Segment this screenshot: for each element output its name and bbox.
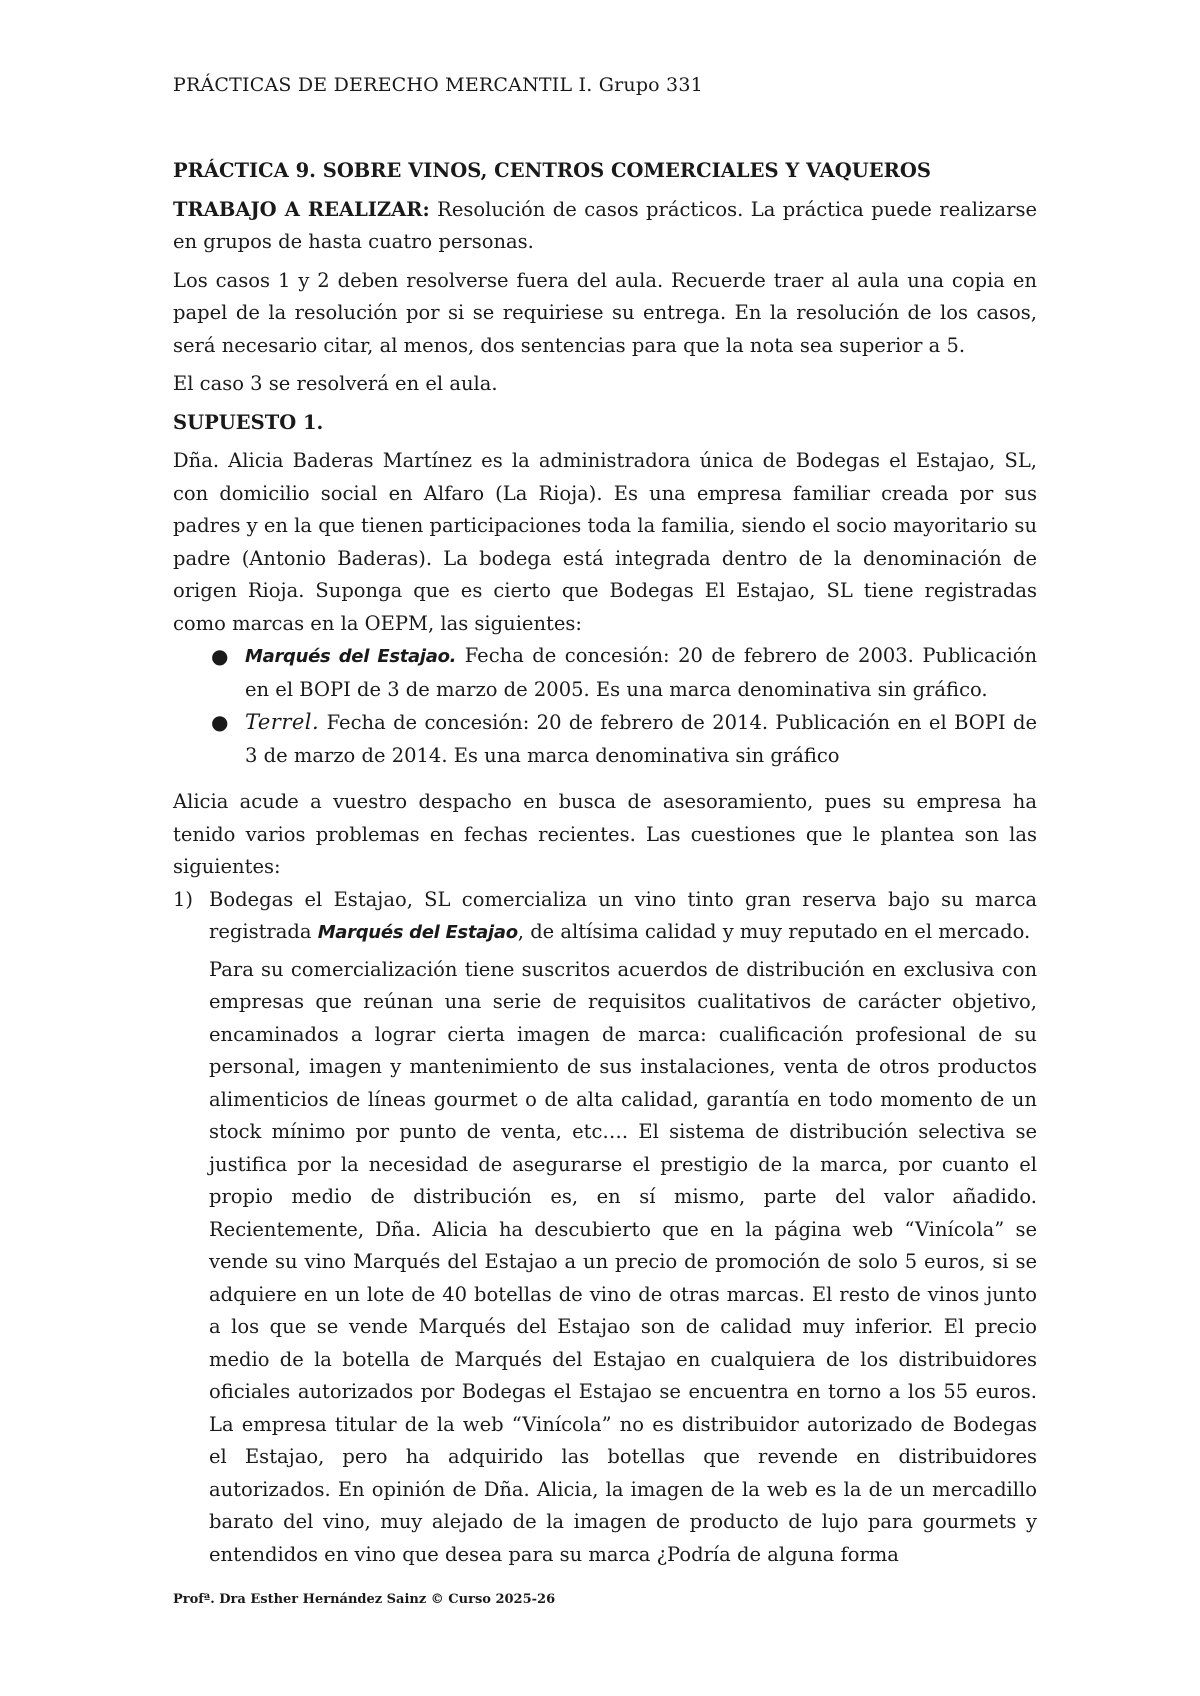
document-body (173, 155, 1037, 1575)
practice-title: PRÁCTICA 9. SOBRE VINOS, CENTROS COMERCIALES Y VAQUEROS (173, 159, 931, 182)
question-paragraph-1 (209, 884, 1037, 950)
question-number: 1) (173, 887, 194, 911)
work-paragraph (173, 194, 1037, 259)
trademark-list (173, 640, 1037, 772)
bullet-icon: ● (211, 644, 229, 668)
brand-name: Marqués del Estajao (317, 922, 518, 943)
question-text-before: Bodegas el Estajao, SL comercializa un vino tinto gran reserva bajo su marca registrada (209, 887, 1037, 943)
question-paragraph-2: Para su comercialización tiene suscritos acuerdos de distribución en exclusiva con empresas que reúnan una serie de requisitos cualitativos de carácter objetivo, encaminados a lograr cierta imagen de marca: cualificación profesional de su personal, imagen y mantenimiento de sus instalaciones, venta de otros productos alimenticios de líneas gourmet o de alta calidad, garantía en todo momento de un stock mínimo por punto de venta, etc…. El sistema de distribución selectiva se justifica por la necesidad de asegurarse el prestigio de la marca, por cuanto el propio medio de distribución es, en sí mismo, parte del valor añadido. Recientemente, Dña. Alicia ha descubierto que en la página web “Vinícola” se vende su vino Marqués del Estajao a un precio de promoción de solo 5 euros, si se adquiere en un lote de 40 botellas de vino de otras marcas. El resto de vinos junto a los que se vende Marqués del Estajao son de calidad muy inferior. El precio medio de la botella de Marqués del Estajao en cualquiera de los distribuidores oficiales autorizados por Bodegas el Estajao se encuentra en torno a los 55 euros. La empresa titular de la web “Vinícola” no es distribuidor autorizado de Bodegas el Estajao, pero ha adquirido las botellas que revende en distribuidores autorizados. En opinión de Dña. Alicia, la imagen de la web es la de un mercadillo barato del vino, muy alejado de la imagen de producto de lujo para gourmets y entendidos en vino que desea para su marca ¿Podría de alguna forma (209, 957, 1037, 1566)
questions-list (173, 884, 1037, 1572)
page-footer: Profª. Dra Esther Hernández Sainz © Curso 2025-26 (173, 1592, 556, 1607)
supuesto-paragraph-2: Alicia acude a vuestro despacho en busca de asesoramiento, pues su empresa ha tenido varios problemas en fechas recientes. Las cuestiones que le plantea son las siguientes: (173, 790, 1037, 878)
brand-name: Marqués del Estajao. (245, 646, 457, 667)
question-item (173, 884, 1037, 1572)
list-item-text: Fecha de concesión: 20 de febrero de 2014. Publicación en el BOPI de 3 de marzo de 2014. Es una marca denominativa sin gráfico (245, 711, 1037, 767)
intro-paragraph-1: Los casos 1 y 2 deben resolverse fuera del aula. Recuerde traer al aula una copia en papel de la resolución por si se requiriese su entrega. En la resolución de los casos, será necesario citar, al menos, dos sentencias para que la nota sea superior a 5. (173, 268, 1037, 357)
supuesto-heading: SUPUESTO 1. (173, 410, 324, 434)
list-item (173, 640, 1037, 706)
work-text: Resolución de casos prácticos. La práctica puede realizarse en grupos de hasta cuatro personas. (173, 197, 1037, 253)
intro-paragraph-2: El caso 3 se resolverá en el aula. (173, 372, 498, 395)
page-header: PRÁCTICAS DE DERECHO MERCANTIL I. Grupo 331 (173, 74, 703, 96)
question-text-after: , de altísima calidad y muy reputado en el mercado. (517, 920, 1031, 943)
work-label: TRABAJO A REALIZAR: (173, 197, 430, 221)
list-item-text: Fecha de concesión: 20 de febrero de 2003. Publicación en el BOPI de 3 de marzo de 2005. Es una marca denominativa sin gráfico. (245, 644, 1037, 701)
bullet-icon: ● (211, 710, 229, 734)
list-item (173, 706, 1037, 772)
brand-name: Terrel. (245, 710, 320, 734)
supuesto-paragraph-1: Dña. Alicia Baderas Martínez es la administradora única de Bodegas el Estajao, SL, con domicilio social en Alfaro (La Rioja). Es una empresa familiar creada por sus padres y en la que tienen participaciones toda la familia, siendo el socio mayoritario su padre (Antonio Baderas). La bodega está integrada dentro de la denominación de origen Rioja. Suponga que es cierto que Bodegas El Estajao, SL tiene registradas como marcas en la OEPM, las siguientes: (173, 449, 1037, 635)
